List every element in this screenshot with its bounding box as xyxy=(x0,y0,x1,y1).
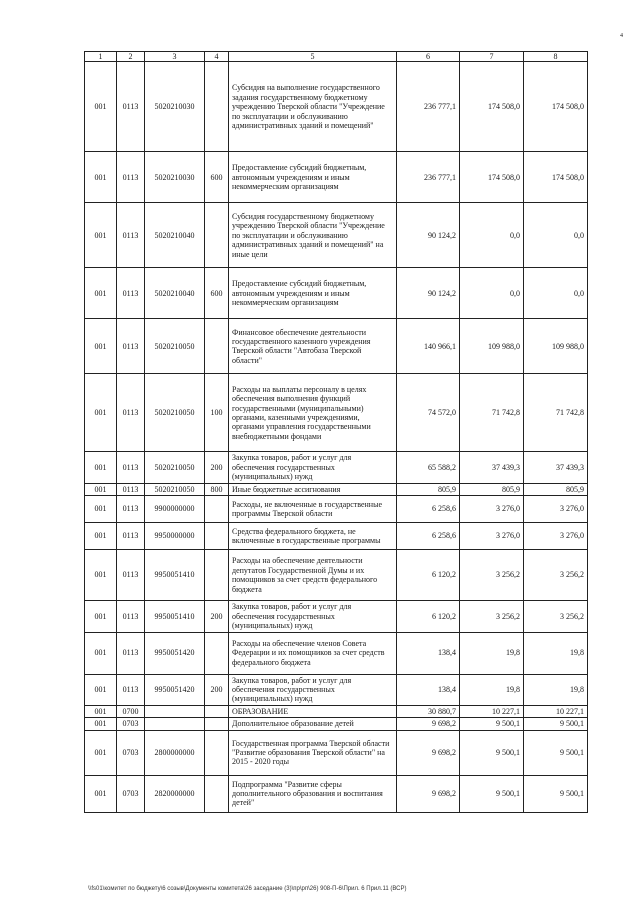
ministry-code: 001 xyxy=(85,496,117,523)
target-article: 9950051420 xyxy=(145,674,205,705)
header-col-5: 5 xyxy=(229,52,397,62)
section-code: 0113 xyxy=(117,268,145,319)
item-name: Закупка товаров, работ и услуг для обеспечения государственных (муниципальных) нужд xyxy=(229,452,397,483)
amount-col-6: 6 258,6 xyxy=(397,523,460,550)
amount-col-6: 30 880,7 xyxy=(397,705,460,717)
item-name: Предоставление субсидий бюджетным, автономным учреждениям и иным некоммерческим организациям xyxy=(229,268,397,319)
amount-col-6: 805,9 xyxy=(397,483,460,495)
amount-col-8: 3 276,0 xyxy=(524,523,588,550)
amount-col-7: 109 988,0 xyxy=(460,319,524,374)
amount-col-8: 9 500,1 xyxy=(524,730,588,775)
amount-col-8: 10 227,1 xyxy=(524,705,588,717)
amount-col-6: 90 124,2 xyxy=(397,268,460,319)
amount-col-8: 9 500,1 xyxy=(524,718,588,730)
section-code: 0113 xyxy=(117,374,145,452)
amount-col-8: 19,8 xyxy=(524,674,588,705)
table-row xyxy=(85,705,588,717)
target-article: 9950000000 xyxy=(145,523,205,550)
amount-col-7: 0,0 xyxy=(460,268,524,319)
header-col-2: 2 xyxy=(117,52,145,62)
target-article: 2820000000 xyxy=(145,775,205,812)
amount-col-8: 0,0 xyxy=(524,268,588,319)
amount-col-8: 19,8 xyxy=(524,632,588,674)
amount-col-7: 9 500,1 xyxy=(460,730,524,775)
item-name: ОБРАЗОВАНИЕ xyxy=(229,705,397,717)
ministry-code: 001 xyxy=(85,62,117,152)
header-col-8: 8 xyxy=(524,52,588,62)
table-row xyxy=(85,550,588,601)
item-name: Расходы, не включенные в государственные программы Тверской области xyxy=(229,496,397,523)
section-code: 0113 xyxy=(117,62,145,152)
amount-col-8: 37 439,3 xyxy=(524,452,588,483)
amount-col-6: 90 124,2 xyxy=(397,203,460,268)
expense-type: 200 xyxy=(205,601,229,632)
table-row xyxy=(85,62,588,152)
target-article: 5020210050 xyxy=(145,319,205,374)
target-article: 5020210040 xyxy=(145,268,205,319)
amount-col-6: 74 572,0 xyxy=(397,374,460,452)
expense-type xyxy=(205,550,229,601)
budget-table xyxy=(84,51,588,813)
section-code: 0113 xyxy=(117,152,145,203)
amount-col-7: 9 500,1 xyxy=(460,718,524,730)
item-name: Закупка товаров, работ и услуг для обеспечения государственных (муниципальных) нужд xyxy=(229,674,397,705)
amount-col-7: 3 256,2 xyxy=(460,601,524,632)
item-name: Дополнительное образование детей xyxy=(229,718,397,730)
amount-col-7: 805,9 xyxy=(460,483,524,495)
amount-col-8: 174 508,0 xyxy=(524,152,588,203)
amount-col-7: 71 742,8 xyxy=(460,374,524,452)
table-row xyxy=(85,319,588,374)
amount-col-8: 0,0 xyxy=(524,203,588,268)
header-col-1: 1 xyxy=(85,52,117,62)
item-name: Средства федерального бюджета, не включенные в государственные программы xyxy=(229,523,397,550)
amount-col-6: 65 588,2 xyxy=(397,452,460,483)
ministry-code: 001 xyxy=(85,550,117,601)
table-row xyxy=(85,523,588,550)
expense-type xyxy=(205,319,229,374)
item-name: Расходы на обеспечение членов Совета Федерации и их помощников за счет средств федерального бюджета xyxy=(229,632,397,674)
section-code: 0113 xyxy=(117,452,145,483)
item-name: Финансовое обеспечение деятельности государственного казенного учреждения Тверской области "Автобаза Тверской области" xyxy=(229,319,397,374)
section-code: 0113 xyxy=(117,601,145,632)
table-row xyxy=(85,632,588,674)
amount-col-7: 10 227,1 xyxy=(460,705,524,717)
table-row xyxy=(85,674,588,705)
amount-col-8: 71 742,8 xyxy=(524,374,588,452)
target-article: 9900000000 xyxy=(145,496,205,523)
header-row xyxy=(85,52,588,62)
target-article: 9950051410 xyxy=(145,550,205,601)
ministry-code: 001 xyxy=(85,268,117,319)
table-row xyxy=(85,718,588,730)
expense-type xyxy=(205,62,229,152)
amount-col-7: 19,8 xyxy=(460,632,524,674)
amount-col-8: 3 256,2 xyxy=(524,601,588,632)
header-col-4: 4 xyxy=(205,52,229,62)
ministry-code: 001 xyxy=(85,601,117,632)
amount-col-8: 805,9 xyxy=(524,483,588,495)
amount-col-6: 236 777,1 xyxy=(397,62,460,152)
header-col-3: 3 xyxy=(145,52,205,62)
ministry-code: 001 xyxy=(85,718,117,730)
item-name: Расходы на обеспечение деятельности депутатов Государственной Думы и их помощников за счет средств федерального бюджета xyxy=(229,550,397,601)
ministry-code: 001 xyxy=(85,483,117,495)
section-code: 0113 xyxy=(117,319,145,374)
expense-type xyxy=(205,632,229,674)
expense-type xyxy=(205,730,229,775)
amount-col-7: 9 500,1 xyxy=(460,775,524,812)
expense-type xyxy=(205,523,229,550)
ministry-code: 001 xyxy=(85,203,117,268)
amount-col-6: 138,4 xyxy=(397,674,460,705)
expense-type xyxy=(205,775,229,812)
section-code: 0703 xyxy=(117,775,145,812)
target-article: 5020210030 xyxy=(145,62,205,152)
amount-col-6: 9 698,2 xyxy=(397,775,460,812)
ministry-code: 001 xyxy=(85,523,117,550)
expense-type: 600 xyxy=(205,268,229,319)
target-article: 5020210050 xyxy=(145,374,205,452)
amount-col-6: 138,4 xyxy=(397,632,460,674)
amount-col-7: 174 508,0 xyxy=(460,152,524,203)
table-row xyxy=(85,203,588,268)
ministry-code: 001 xyxy=(85,730,117,775)
expense-type xyxy=(205,496,229,523)
item-name: Подпрограмма "Развитие сферы дополнительного образования и воспитания детей" xyxy=(229,775,397,812)
amount-col-6: 140 966,1 xyxy=(397,319,460,374)
table-row xyxy=(85,268,588,319)
amount-col-7: 3 276,0 xyxy=(460,496,524,523)
item-name: Расходы на выплаты персоналу в целях обеспечения выполнения функций государственными (муниципальными) органами, казенными учреждениями, органами управления государственными внебюджетными фондами xyxy=(229,374,397,452)
item-name: Закупка товаров, работ и услуг для обеспечения государственных (муниципальных) нужд xyxy=(229,601,397,632)
table-row xyxy=(85,730,588,775)
ministry-code: 001 xyxy=(85,674,117,705)
amount-col-6: 6 120,2 xyxy=(397,601,460,632)
target-article: 5020210030 xyxy=(145,152,205,203)
section-code: 0113 xyxy=(117,632,145,674)
table-row xyxy=(85,601,588,632)
amount-col-6: 9 698,2 xyxy=(397,718,460,730)
ministry-code: 001 xyxy=(85,705,117,717)
ministry-code: 001 xyxy=(85,452,117,483)
amount-col-7: 3 256,2 xyxy=(460,550,524,601)
table-row xyxy=(85,483,588,495)
expense-type xyxy=(205,718,229,730)
ministry-code: 001 xyxy=(85,374,117,452)
item-name: Иные бюджетные ассигнования xyxy=(229,483,397,495)
table-row xyxy=(85,152,588,203)
amount-col-7: 3 276,0 xyxy=(460,523,524,550)
amount-col-7: 174 508,0 xyxy=(460,62,524,152)
ministry-code: 001 xyxy=(85,775,117,812)
target-article: 5020210040 xyxy=(145,203,205,268)
amount-col-6: 6 120,2 xyxy=(397,550,460,601)
expense-type: 800 xyxy=(205,483,229,495)
section-code: 0113 xyxy=(117,483,145,495)
target-article: 2800000000 xyxy=(145,730,205,775)
ministry-code: 001 xyxy=(85,152,117,203)
header-col-6: 6 xyxy=(397,52,460,62)
amount-col-8: 9 500,1 xyxy=(524,775,588,812)
table-row xyxy=(85,452,588,483)
target-article: 5020210050 xyxy=(145,452,205,483)
expense-type xyxy=(205,705,229,717)
header-col-7: 7 xyxy=(460,52,524,62)
expense-type: 200 xyxy=(205,674,229,705)
item-name: Предоставление субсидий бюджетным, автономным учреждениям и иным некоммерческим организациям xyxy=(229,152,397,203)
table-row xyxy=(85,775,588,812)
target-article: 5020210050 xyxy=(145,483,205,495)
section-code: 0113 xyxy=(117,550,145,601)
section-code: 0700 xyxy=(117,705,145,717)
table-row xyxy=(85,496,588,523)
amount-col-8: 109 988,0 xyxy=(524,319,588,374)
ministry-code: 001 xyxy=(85,319,117,374)
section-code: 0703 xyxy=(117,730,145,775)
expense-type: 600 xyxy=(205,152,229,203)
file-path-footer: \\fs01\комитет по бюджету\6 созыв\Документы комитета\26 заседание (3)\пр\рп\26) 908-П-6\Прил. 6 Прил.11 (ВСР) xyxy=(88,886,407,892)
amount-col-8: 3 256,2 xyxy=(524,550,588,601)
amount-col-6: 6 258,6 xyxy=(397,496,460,523)
section-code: 0113 xyxy=(117,674,145,705)
target-article: 9950051410 xyxy=(145,601,205,632)
expense-type: 100 xyxy=(205,374,229,452)
ministry-code: 001 xyxy=(85,632,117,674)
amount-col-8: 174 508,0 xyxy=(524,62,588,152)
amount-col-8: 3 276,0 xyxy=(524,496,588,523)
target-article xyxy=(145,705,205,717)
item-name: Государственная программа Тверской области "Развитие образования Тверской области" на 2015 - 2020 годы xyxy=(229,730,397,775)
amount-col-7: 37 439,3 xyxy=(460,452,524,483)
section-code: 0113 xyxy=(117,523,145,550)
target-article: 9950051420 xyxy=(145,632,205,674)
expense-type xyxy=(205,203,229,268)
item-name: Субсидия на выполнение государственного задания государственному бюджетному учреждению Тверской области "Учреждение по эксплуатации и обслуживанию административных зданий и помещений" xyxy=(229,62,397,152)
amount-col-6: 236 777,1 xyxy=(397,152,460,203)
target-article xyxy=(145,718,205,730)
table-row xyxy=(85,374,588,452)
expense-type: 200 xyxy=(205,452,229,483)
amount-col-7: 19,8 xyxy=(460,674,524,705)
section-code: 0703 xyxy=(117,718,145,730)
amount-col-6: 9 698,2 xyxy=(397,730,460,775)
page-number: 4 xyxy=(620,33,623,39)
item-name: Субсидия государственному бюджетному учреждению Тверской области "Учреждение по эксплуатации и обслуживанию административных зданий и помещений" на иные цели xyxy=(229,203,397,268)
section-code: 0113 xyxy=(117,496,145,523)
section-code: 0113 xyxy=(117,203,145,268)
amount-col-7: 0,0 xyxy=(460,203,524,268)
